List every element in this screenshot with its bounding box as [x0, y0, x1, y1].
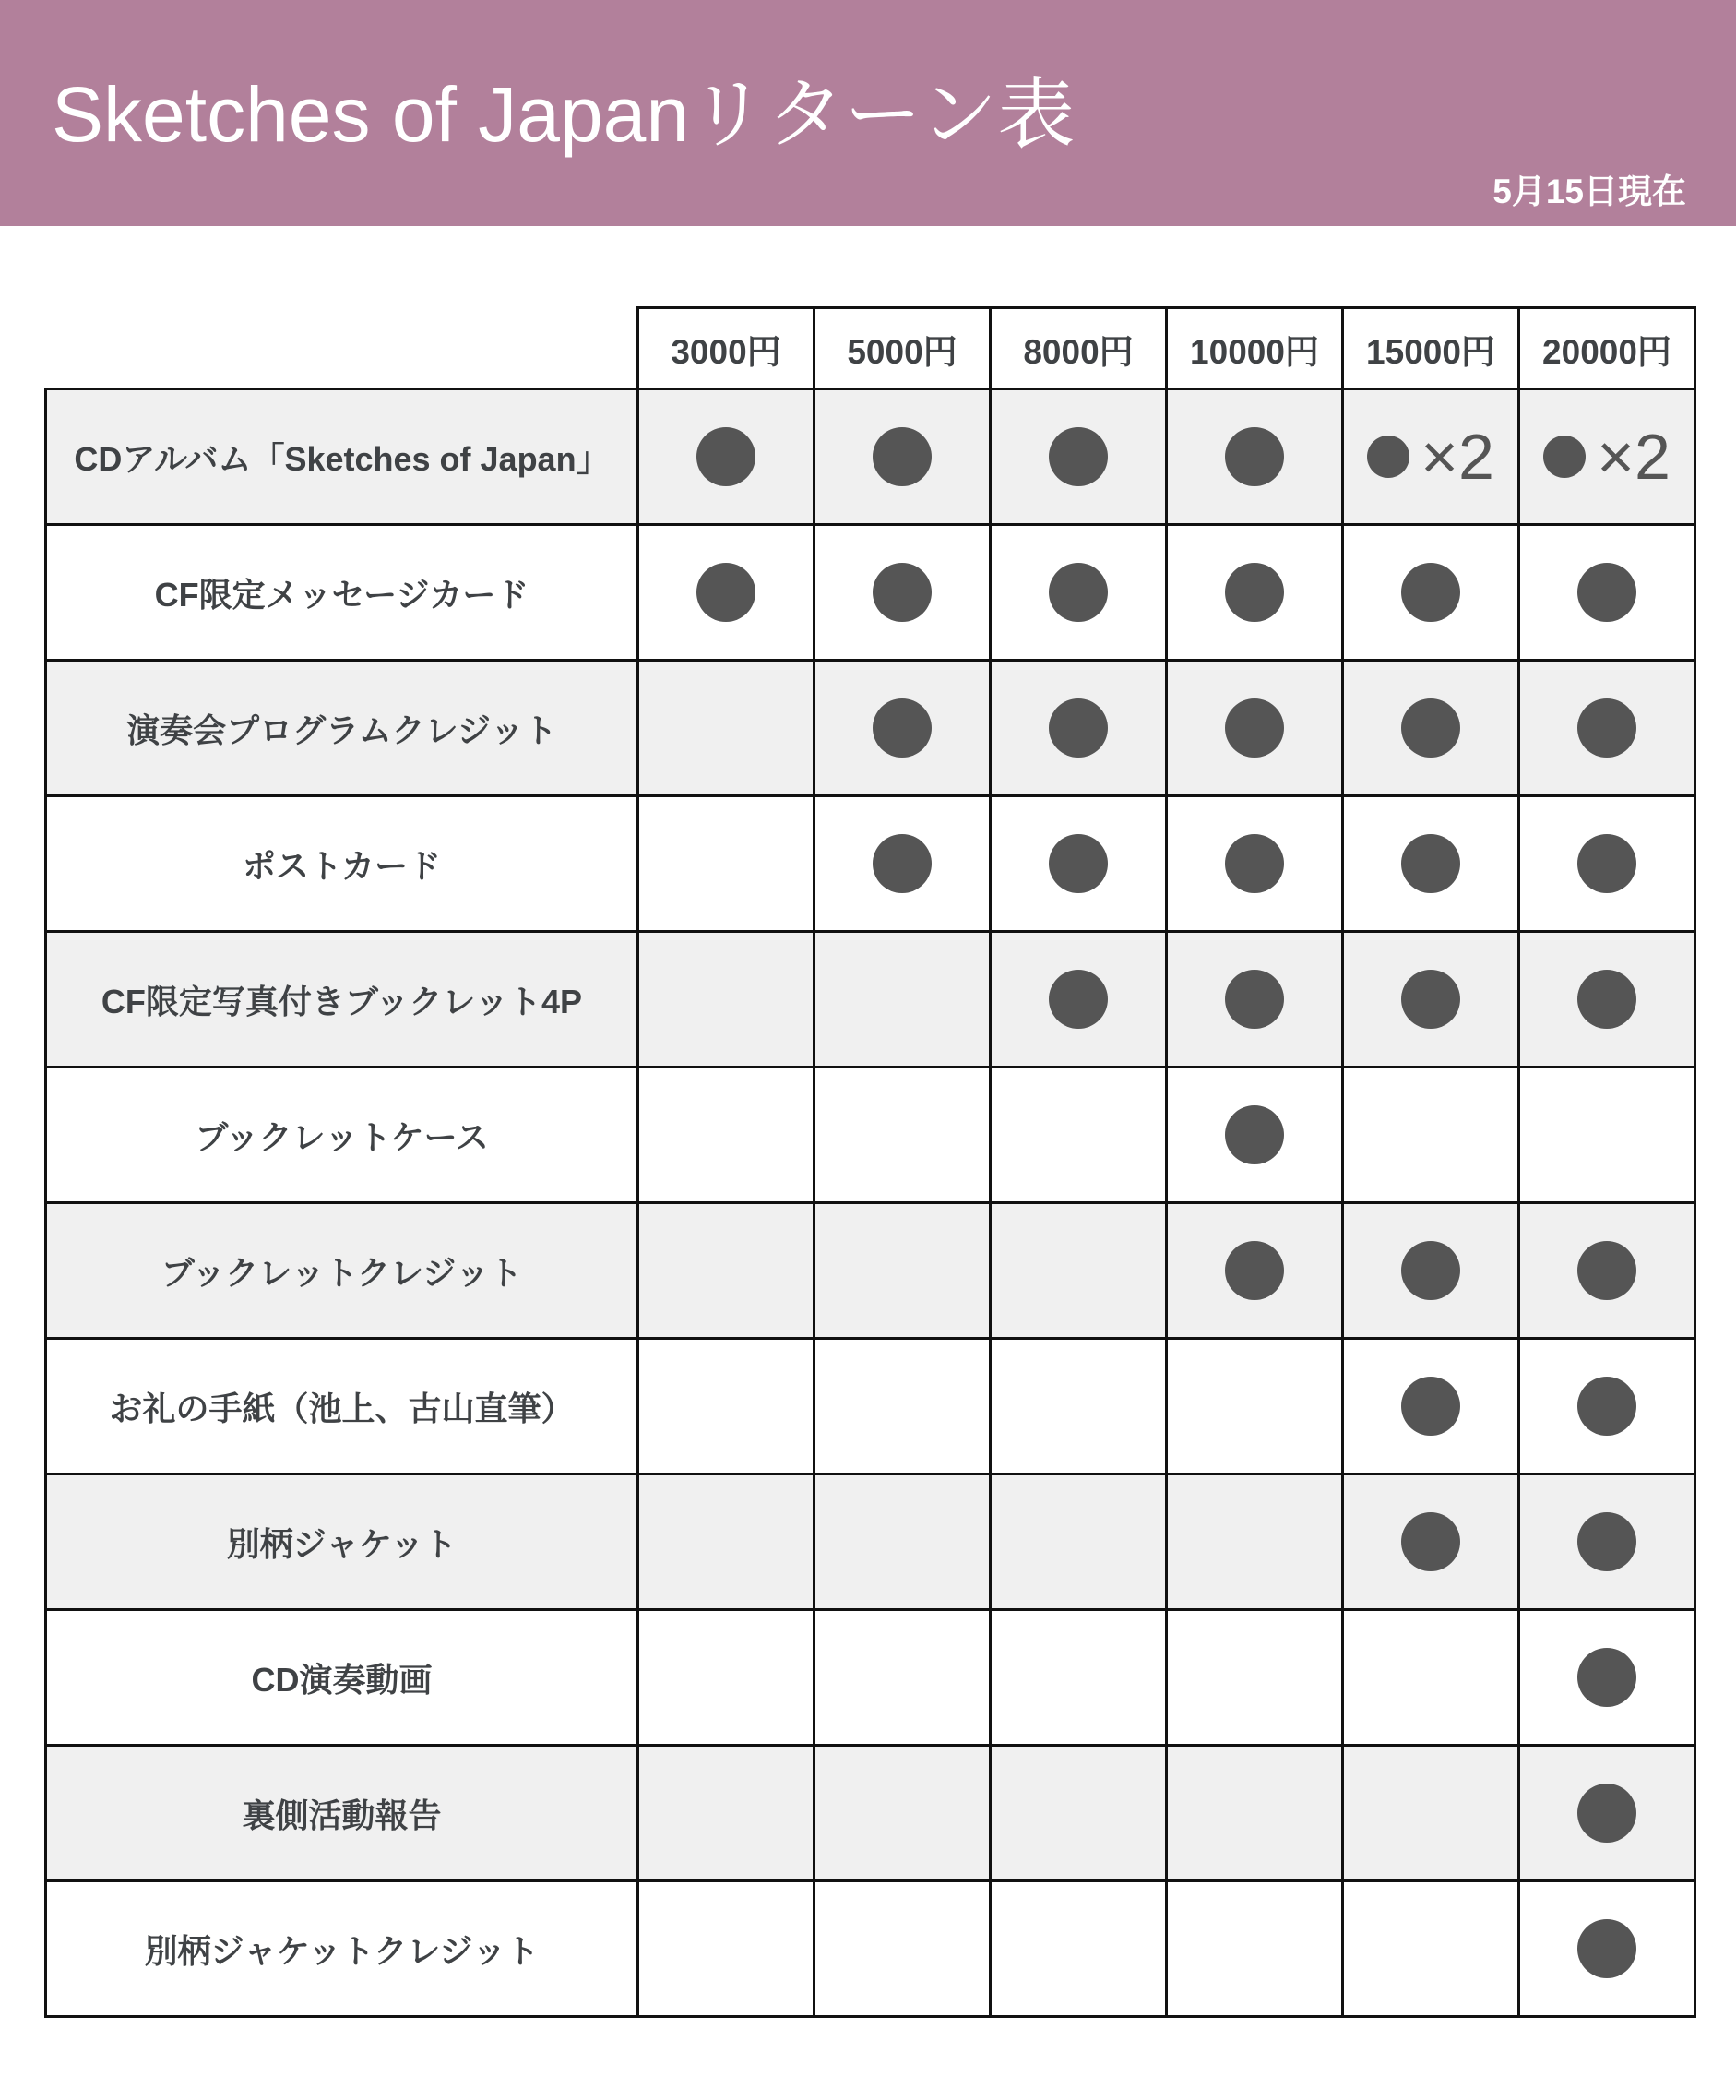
reward-cell — [991, 525, 1167, 661]
empty-cell — [991, 1474, 1167, 1610]
included-dot-icon — [873, 427, 932, 486]
included-dot-icon — [1577, 1377, 1636, 1436]
included-dot-icon — [1577, 834, 1636, 893]
empty-cell — [1343, 1881, 1519, 2017]
included-dot-x2 — [1367, 421, 1494, 493]
empty-cell — [1167, 1881, 1343, 2017]
row-label: 演奏会プログラムクレジット — [46, 661, 638, 796]
reward-cell — [1519, 932, 1695, 1068]
table-row — [46, 1068, 1695, 1203]
table-row — [46, 1746, 1695, 1881]
reward-cell — [1343, 1339, 1519, 1474]
included-dot-icon — [1225, 1241, 1284, 1300]
empty-cell — [814, 1339, 991, 1474]
price-column-header: 8000円 — [991, 308, 1167, 389]
included-dot-icon — [1401, 563, 1460, 622]
reward-cell — [814, 389, 991, 525]
reward-cell — [1343, 796, 1519, 932]
included-dot-icon — [1401, 834, 1460, 893]
empty-cell — [638, 1203, 814, 1339]
included-dot-icon — [1577, 970, 1636, 1029]
empty-cell — [814, 1610, 991, 1746]
reward-cell — [638, 389, 814, 525]
included-dot-icon — [1049, 970, 1108, 1029]
row-label: ブックレットクレジット — [46, 1203, 638, 1339]
empty-cell — [1343, 1610, 1519, 1746]
included-dot-icon — [1577, 563, 1636, 622]
row-label: ポストカード — [46, 796, 638, 932]
included-dot-icon — [1049, 834, 1108, 893]
price-column-header: 5000円 — [814, 308, 991, 389]
included-dot-icon — [696, 563, 755, 622]
included-dot-icon — [873, 698, 932, 758]
included-dot-icon — [1225, 1105, 1284, 1164]
empty-cell — [1167, 1610, 1343, 1746]
included-dot-icon — [1401, 1512, 1460, 1571]
row-label: お礼の手紙（池上、古山直筆） — [46, 1339, 638, 1474]
table-row — [46, 1203, 1695, 1339]
reward-cell — [1167, 1068, 1343, 1203]
reward-cell — [1519, 1746, 1695, 1881]
reward-cell — [991, 661, 1167, 796]
empty-cell — [814, 932, 991, 1068]
reward-cell — [1519, 796, 1695, 932]
empty-cell — [814, 1203, 991, 1339]
price-header-row — [46, 308, 1695, 389]
included-dot-icon — [1543, 436, 1586, 478]
included-dot-icon — [1225, 834, 1284, 893]
included-dot-icon — [1049, 427, 1108, 486]
reward-cell — [1167, 389, 1343, 525]
table-row — [46, 796, 1695, 932]
reward-cell — [1167, 796, 1343, 932]
reward-cell — [1343, 661, 1519, 796]
row-label: CF限定写真付きブックレット4P — [46, 932, 638, 1068]
reward-cell — [1343, 1203, 1519, 1339]
empty-cell — [638, 1746, 814, 1881]
reward-cell — [1519, 661, 1695, 796]
included-dot-icon — [1401, 698, 1460, 758]
included-dot-icon — [1049, 698, 1108, 758]
reward-cell — [1167, 525, 1343, 661]
reward-cell — [1343, 525, 1519, 661]
reward-cell — [1167, 1203, 1343, 1339]
empty-cell — [638, 1068, 814, 1203]
empty-cell — [1167, 1339, 1343, 1474]
date-note: 5月15日現在 — [1492, 173, 1686, 210]
multiplier-label: ×2 — [1421, 421, 1494, 493]
empty-cell — [814, 1068, 991, 1203]
table-row — [46, 1881, 1695, 2017]
reward-cell — [638, 525, 814, 661]
empty-cell — [814, 1474, 991, 1610]
empty-cell — [638, 1474, 814, 1610]
reward-cell — [1519, 389, 1695, 525]
empty-cell — [1343, 1068, 1519, 1203]
table-row — [46, 525, 1695, 661]
reward-cell — [814, 661, 991, 796]
included-dot-icon — [1401, 1377, 1460, 1436]
empty-cell — [814, 1881, 991, 2017]
empty-cell — [1343, 1746, 1519, 1881]
empty-cell — [1519, 1068, 1695, 1203]
price-column-header: 10000円 — [1167, 308, 1343, 389]
reward-cell — [1167, 661, 1343, 796]
empty-cell — [638, 661, 814, 796]
empty-cell — [638, 1339, 814, 1474]
reward-cell — [814, 525, 991, 661]
table-row — [46, 389, 1695, 525]
included-dot-icon — [1401, 970, 1460, 1029]
reward-cell — [1343, 932, 1519, 1068]
included-dot-icon — [1577, 1648, 1636, 1707]
reward-cell — [1519, 525, 1695, 661]
empty-cell — [814, 1746, 991, 1881]
empty-cell — [991, 1339, 1167, 1474]
empty-cell — [991, 1068, 1167, 1203]
empty-cell — [1167, 1746, 1343, 1881]
included-dot-icon — [1049, 563, 1108, 622]
returns-table — [44, 306, 1696, 2018]
row-label: CDアルバム「Sketches of Japan」 — [46, 389, 638, 525]
header-banner — [0, 0, 1736, 226]
empty-cell — [991, 1881, 1167, 2017]
reward-cell — [1519, 1474, 1695, 1610]
included-dot-icon — [873, 563, 932, 622]
price-column-header: 20000円 — [1519, 308, 1695, 389]
reward-cell — [1519, 1610, 1695, 1746]
included-dot-icon — [1577, 1241, 1636, 1300]
row-label: ブックレットケース — [46, 1068, 638, 1203]
row-label: 裏側活動報告 — [46, 1746, 638, 1881]
empty-cell — [638, 1881, 814, 2017]
included-dot-icon — [1577, 1919, 1636, 1978]
included-dot-icon — [1225, 427, 1284, 486]
included-dot-icon — [1367, 436, 1409, 478]
included-dot-icon — [696, 427, 755, 486]
price-column-header: 15000円 — [1343, 308, 1519, 389]
empty-cell — [991, 1610, 1167, 1746]
empty-cell — [1167, 1474, 1343, 1610]
reward-cell — [1519, 1203, 1695, 1339]
included-dot-icon — [1225, 563, 1284, 622]
empty-cell — [638, 796, 814, 932]
row-label: CF限定メッセージカード — [46, 525, 638, 661]
page-title: Sketches of Japanリターン表 — [52, 71, 1076, 158]
reward-cell — [1343, 389, 1519, 525]
included-dot-x2 — [1543, 421, 1671, 493]
reward-cell — [1519, 1339, 1695, 1474]
empty-cell — [991, 1203, 1167, 1339]
multiplier-label: ×2 — [1597, 421, 1671, 493]
reward-cell — [1343, 1474, 1519, 1610]
corner-spacer — [46, 308, 638, 389]
reward-cell — [1167, 932, 1343, 1068]
row-label: 別柄ジャケット — [46, 1474, 638, 1610]
included-dot-icon — [1577, 1512, 1636, 1571]
table-row — [46, 1339, 1695, 1474]
reward-cell — [814, 796, 991, 932]
table-row — [46, 1474, 1695, 1610]
included-dot-icon — [1577, 698, 1636, 758]
empty-cell — [638, 1610, 814, 1746]
included-dot-icon — [1401, 1241, 1460, 1300]
row-label: 別柄ジャケットクレジット — [46, 1881, 638, 2017]
included-dot-icon — [1225, 698, 1284, 758]
row-label: CD演奏動画 — [46, 1610, 638, 1746]
table-row — [46, 932, 1695, 1068]
empty-cell — [638, 932, 814, 1068]
included-dot-icon — [873, 834, 932, 893]
table-row — [46, 661, 1695, 796]
empty-cell — [991, 1746, 1167, 1881]
returns-table-container — [44, 306, 1696, 2018]
reward-cell — [1519, 1881, 1695, 2017]
reward-cell — [991, 389, 1167, 525]
reward-cell — [991, 796, 1167, 932]
reward-cell — [991, 932, 1167, 1068]
table-row — [46, 1610, 1695, 1746]
price-column-header: 3000円 — [638, 308, 814, 389]
included-dot-icon — [1577, 1784, 1636, 1843]
included-dot-icon — [1225, 970, 1284, 1029]
